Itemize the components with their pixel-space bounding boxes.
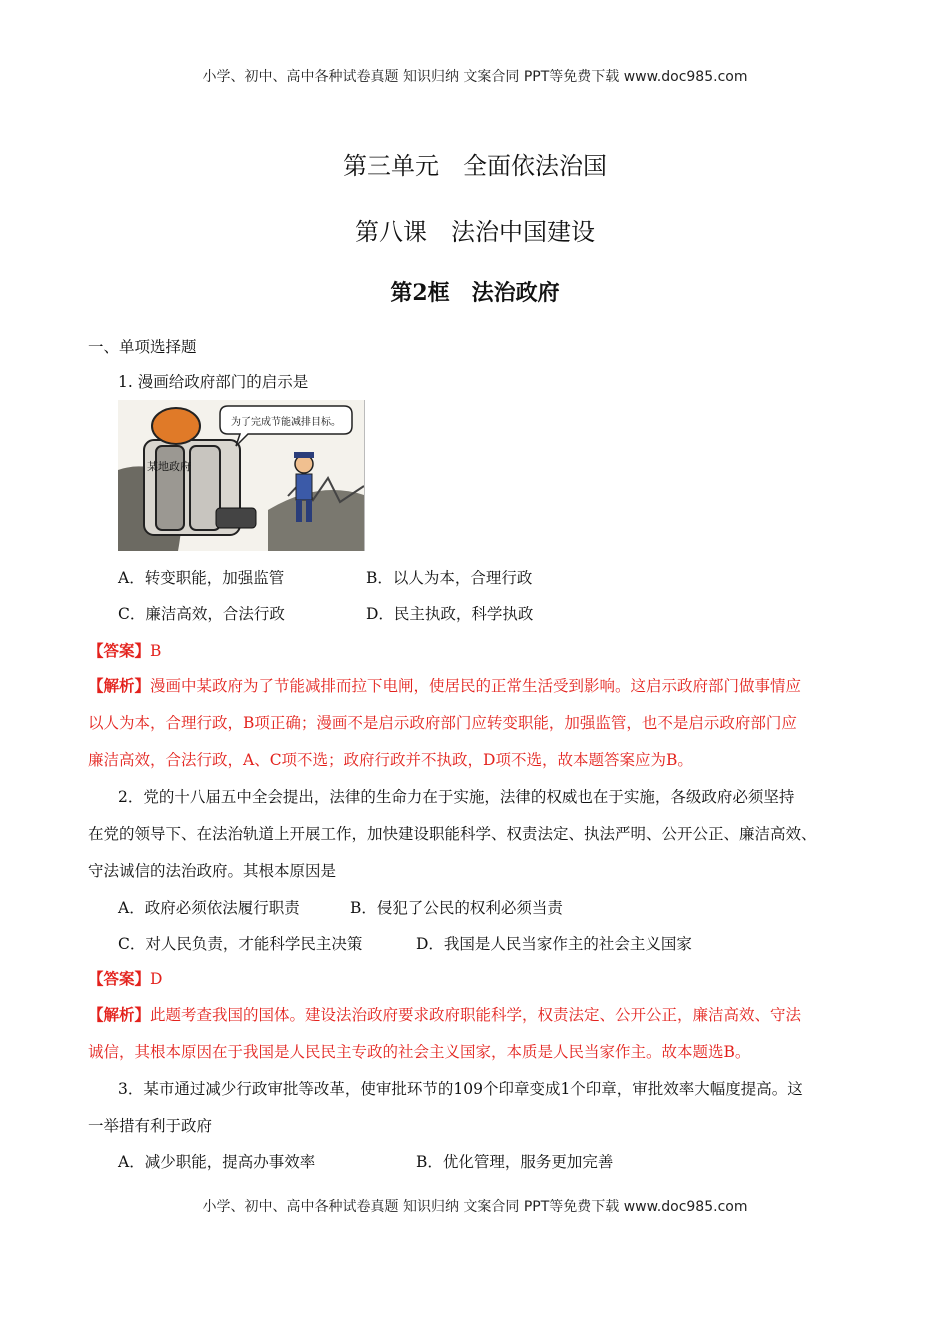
- q1-answer-tag: 【答案】: [88, 641, 151, 660]
- q1-option-a: A．转变职能，加强监管: [118, 569, 285, 587]
- unit-title: 第三单元 全面依法治国: [343, 152, 607, 180]
- q1-option-d: D．民主执政，科学执政: [366, 605, 534, 623]
- lesson-title: 第八课 法治中国建设: [355, 218, 595, 246]
- q2-option-b: B．侵犯了公民的权利必须当责: [350, 899, 563, 917]
- machine-label: 某地政府: [147, 460, 191, 473]
- q1-analysis-tag: 【解析】: [88, 676, 151, 695]
- q1-analysis-line-2: 以人为本，合理行政，B项正确；漫画不是启示政府部门应转变职能，加强监管，也不是启示政府部门应: [88, 714, 797, 732]
- q2-analysis-text-1: 此题考查我国的国体。建设法治政府要求政府职能科学，权责法定、公开公正，廉洁高效、守法: [150, 1006, 802, 1024]
- q3-option-a: A．减少职能，提高办事效率: [118, 1153, 316, 1171]
- q1-analysis-line-3: 廉洁高效，合法行政，A、C项不选；政府行政并不执政，D项不选，故本题答案应为B。: [88, 751, 693, 769]
- q2-analysis-line-2: 诚信，其根本原因在于我国是人民民主专政的社会主义国家，本质是人民当家作主。故本题选B。: [88, 1043, 751, 1061]
- q2-stem-line-2: 在党的领导下、在法治轨道上开展工作，加快建设职能科学、权责法定、执法严明、公开公正、廉洁高效、: [88, 825, 817, 843]
- q1-option-c: C．廉洁高效，合法行政: [118, 605, 285, 623]
- q2-stem-line-3: 守法诚信的法治政府。其根本原因是: [88, 862, 337, 880]
- q1-analysis-line-1: [88, 674, 801, 696]
- section-heading: 一、单项选择题: [88, 338, 197, 356]
- q3-stem-line-1: 3．某市通过减少行政审批等改革，使审批环节的109个印章变成1个印章，审批效率大幅度提高。这: [118, 1080, 803, 1098]
- q2-option-d: D．我国是人民当家作主的社会主义国家: [416, 935, 692, 953]
- q2-answer-value: D: [150, 970, 163, 988]
- q1-answer: [88, 639, 161, 661]
- q1-option-b: B．以人为本，合理行政: [366, 569, 533, 587]
- q2-stem-line-1: 2．党的十八届五中全会提出，法律的生命力在于实施，法律的权威也在于实施，各级政府必须坚持: [118, 788, 795, 806]
- q3-stem-line-2: 一举措有利于政府: [88, 1117, 213, 1135]
- q2-answer: [88, 967, 162, 989]
- section-title: 第2框 法治政府: [390, 280, 560, 306]
- q1-analysis-text-1: 漫画中某政府为了节能减排而拉下电闸，使居民的正常生活受到影响。这启示政府部门做事情应: [150, 677, 802, 695]
- q2-option-a: A．政府必须依法履行职责: [118, 899, 300, 917]
- q2-option-c: C．对人民负责，才能科学民主决策: [118, 935, 363, 953]
- speech-bubble-text: 为了完成节能减排目标。: [231, 417, 341, 428]
- q3-option-b: B．优化管理，服务更加完善: [416, 1153, 614, 1171]
- cartoon-image: [118, 400, 365, 551]
- q2-analysis-line-1: [88, 1003, 801, 1025]
- q1-stem: 1. 漫画给政府部门的启示是: [118, 373, 309, 391]
- page-footer: 小学、初中、高中各种试卷真题 知识归纳 文案合同 PPT等免费下载 www.doc985.com: [202, 1199, 748, 1215]
- page-header: 小学、初中、高中各种试卷真题 知识归纳 文案合同 PPT等免费下载 www.doc985.com: [202, 69, 748, 85]
- q2-analysis-tag: 【解析】: [88, 1005, 151, 1024]
- q2-answer-tag: 【答案】: [88, 969, 151, 988]
- q1-answer-value: B: [150, 642, 162, 660]
